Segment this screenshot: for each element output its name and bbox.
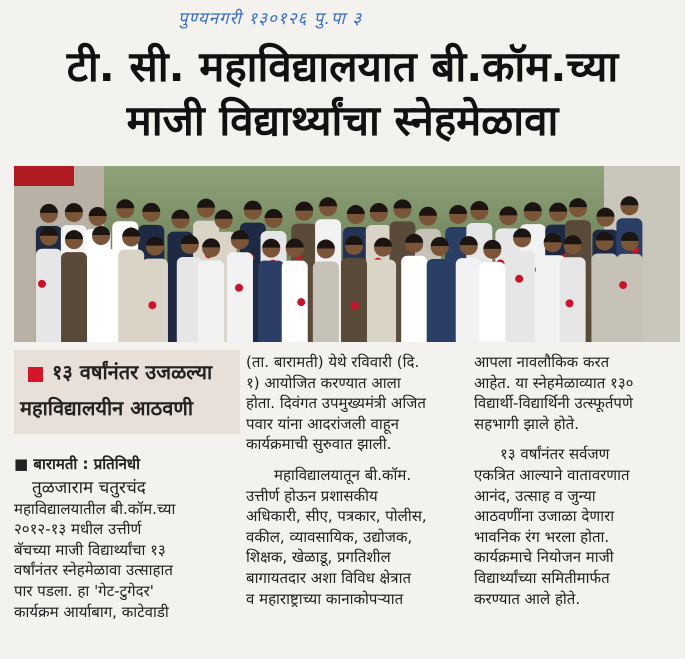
rose-flower [566,299,574,307]
headline-line-1: टी. सी. महाविद्यालयात बी.कॉम.च्या [66,42,619,91]
person-figure [341,258,367,342]
article-column-3 [474,352,684,609]
red-square-marker [28,367,43,382]
person-figure [592,254,618,342]
person-figure [118,250,144,342]
person-figure [142,259,168,342]
rose-flower [619,281,627,289]
person-figure [456,258,482,342]
col3-line: आहेत. या स्नेहमेळाव्यात १३० [474,373,634,392]
col2-line: कार्यक्रमाची सुरुवात झाली. [246,435,392,454]
group-photo [14,166,680,342]
subheading-box [14,350,240,434]
person-figure [88,248,114,342]
rose-flower [148,301,156,309]
byline-text: बारामती : प्रतिनिधी [33,455,141,473]
person-figure [227,252,253,342]
col3-line: करण्यात आले होते. [474,589,581,608]
col1-line: पार पडला. हा 'गेट-टुगेदर' [14,581,154,600]
article-column-1 [14,478,240,622]
col3-line: भावनिक रंग भरला होता. [474,527,610,546]
person-figure [313,262,339,342]
col2-line: होता. दिवंगत उपमुख्यमंत्री अजित [246,394,426,413]
subheading-line-2: महाविद्यालयीन आठवणी [20,396,194,420]
person-figure [198,260,224,342]
headline-line-2: माजी विद्यार्थ्यांचा स्नेहमेळावा [126,96,559,145]
col3-line: विद्यार्थ्यांच्या समितीमार्फत [474,568,610,587]
person-figure [36,249,62,342]
col2-line: अधिकारी, सीए, पत्रकार, पोलीस, [246,507,427,526]
col2-line: व महाराष्ट्राच्या कानाकोपऱ्यात [246,589,404,608]
col1-line: बॅचच्या माजी विद्यार्थ्यांचा १३ [14,540,166,559]
col2-line: १) आयोजित करण्यात आला [246,373,401,392]
person-figure [258,261,284,342]
col2-line: महाविद्यालयातून बी.कॉम. [274,465,412,484]
col3-line: आपला नावलौकिक करत [474,353,610,371]
col1-line: २०१२-१३ मधील उत्तीर्ण [14,520,142,539]
person-figure [61,252,87,342]
col1-line: वर्षांनंतर स्नेहमेळावा उत्साहात [14,561,173,580]
col2-line: बागायतदार अशा विविध क्षेत्रात [246,568,412,587]
col1-line: तुळजाराम चतुरचंद [32,478,146,498]
person-figure [617,254,643,342]
col1-line: कार्यक्रम आर्याबाग, काटेवाडी [14,602,169,621]
person-figure [401,256,427,342]
rose-flower [38,280,46,288]
col3-line: एकत्रित आल्याने वातावरणात [474,465,630,484]
group-photo-illustration [14,166,680,342]
article-column-2 [246,352,468,609]
col2-line: पवार यांना आदरांजली वाहून [246,414,399,433]
col1-line: महाविद्यालयातील बी.कॉम.च्या [14,499,176,518]
rose-flower [515,275,523,283]
col3-line: विद्यार्थी-विद्यार्थिनी उत्स्फूर्तपणे [474,394,633,413]
person-figure [427,259,453,342]
person-figure [370,260,396,342]
rose-flower [297,298,305,306]
col2-line: (ता. बारामती) येथे रविवारी (दि. [246,353,420,371]
person-figure [509,250,535,342]
person-figure [560,257,586,342]
rose-flower [235,284,243,292]
col3-line: कार्यक्रमाचे नियोजन माजी [474,548,614,567]
col3-line: आठवणींना उजाळा देणारा [474,507,615,526]
col3-line: १३ वर्षांनंतर सर्वजण [500,445,610,464]
rose-flower [351,302,359,310]
col2-line: शिक्षक, खेळाडू, प्रगतिशील [246,548,391,567]
handwritten-date-note: पुण्यनगरी १३०१२६ पु.पा ३ [178,9,363,29]
col2-line: उत्तीर्ण होऊन प्रशासकीय [246,486,378,505]
person-figure [479,262,505,342]
col3-line: आनंद, उत्साह व जुन्या [474,486,596,505]
subheading-line-1: १३ वर्षांनंतर उजळल्या [52,360,213,384]
col2-line: वकील, व्यावसायिक, उद्योजक, [246,527,413,546]
col3-line: सहभागी झाले होते. [474,414,579,433]
byline: ■ बारामती : प्रतिनिधी [14,455,141,473]
